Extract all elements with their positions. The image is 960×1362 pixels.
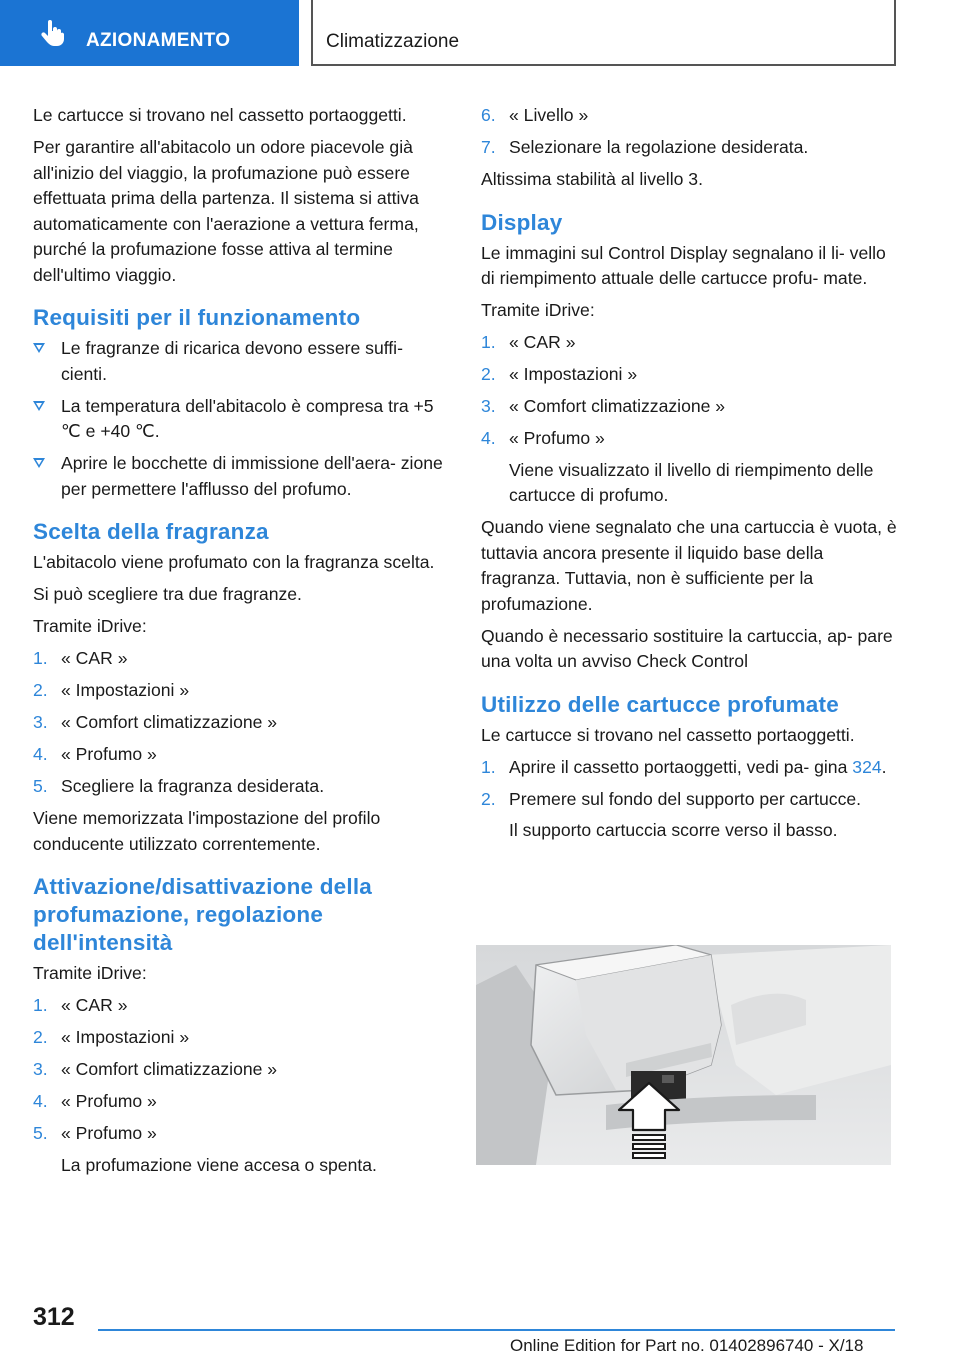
triangle-bullet-icon xyxy=(33,458,45,468)
paragraph: L'abitacolo viene profumato con la fragranza scelta. xyxy=(33,552,435,572)
step-item: 2. « Impostazioni » xyxy=(33,1027,190,1047)
step-item: 4. « Profumo » xyxy=(33,1091,157,1111)
step-item: 6. « Livello » xyxy=(481,105,589,125)
paragraph: Le immagini sul Control Display segnalano il li- vello di riempimento attuale delle cartucce profu- mate. xyxy=(481,242,886,288)
hand-pointer-icon xyxy=(38,18,68,48)
step-item: 5. « Profumo » La profumazione viene accesa o spenta. xyxy=(33,1123,377,1175)
step-item: 2. « Impostazioni » xyxy=(33,680,190,700)
heading-scelta: Scelta della fragranza xyxy=(33,519,269,544)
step-item: 5. Scegliere la fragranza desiderata. xyxy=(33,776,325,796)
triangle-bullet-icon xyxy=(33,401,45,411)
paragraph: Quando è necessario sostituire la cartuccia, ap- pare una volta un avviso Check Control xyxy=(481,625,893,671)
paragraph: Per garantire all'abitacolo un odore piacevole già all'inizio del viaggio, la profumazione può essere effettuata prima della partenza. Il sistema si attiva automaticamente con l'aerazione a vettura ferma, purché la profumazione fosse attiva al termine dell'ultimo viaggio. xyxy=(33,137,419,285)
paragraph: Viene memorizzata l'impostazione del profilo conducente utilizzato correntemente. xyxy=(33,808,381,854)
step-item: 1. Aprire il cassetto portaoggetti, vedi pa- gina 324. xyxy=(481,756,887,777)
paragraph: Quando viene segnalato che una cartuccia è vuota, è tuttavia ancora presente il liquido base della fragranza. Tuttavia, non è sufficiente per la profumazione. xyxy=(481,517,897,614)
section-label: AZIONAMENTO xyxy=(86,30,231,51)
utilizzo-steps xyxy=(481,755,899,844)
step-item: 1. « CAR » xyxy=(33,995,128,1015)
step-item: 1. « CAR » xyxy=(481,332,576,352)
step-item: 3. « Comfort climatizzazione » xyxy=(33,1059,278,1079)
step-item: 2. « Impostazioni » xyxy=(481,364,638,384)
livello-steps xyxy=(481,103,899,161)
paragraph: Tramite iDrive: xyxy=(481,300,595,320)
cartridge-holder-illustration xyxy=(476,945,891,1165)
heading-display: Display xyxy=(481,209,563,235)
footer-divider xyxy=(98,1329,895,1331)
attivazione-steps xyxy=(33,993,451,1178)
step-item: 4. « Profumo » Viene visualizzato il livello di riempimento delle cartucce di profumo. xyxy=(481,428,874,505)
list-item: Le fragranze di ricarica devono essere suffi- cienti. xyxy=(33,336,451,387)
heading-utilizzo: Utilizzo delle cartucce profumate xyxy=(481,691,839,717)
section-tab xyxy=(0,0,299,66)
paragraph: Si può scegliere tra due fragranze. xyxy=(33,584,302,604)
left-column xyxy=(33,103,451,1185)
list-item: Aprire le bocchette di immissione dell'aera- zione per permettere l'afflusso del profumo. xyxy=(33,451,451,502)
heading-attivazione: Attivazione/disattivazione della profumazione, regolazione dell'intensità xyxy=(33,874,372,955)
edition-note: Online Edition for Part no. 01402896740 - X/18 xyxy=(510,1336,864,1355)
step-item: 3. « Comfort climatizzazione » xyxy=(481,396,726,416)
scelta-steps xyxy=(33,646,451,800)
step-item: 1. « CAR » xyxy=(33,648,128,668)
triangle-bullet-icon xyxy=(33,343,45,353)
step-item: 3. « Comfort climatizzazione » xyxy=(33,712,278,732)
step-item: 7. Selezionare la regolazione desiderata. xyxy=(481,137,809,157)
paragraph: Tramite iDrive: xyxy=(33,963,147,983)
page-link[interactable]: 324 xyxy=(852,756,882,777)
right-column xyxy=(481,103,899,850)
paragraph: Tramite iDrive: xyxy=(33,616,147,636)
paragraph: Altissima stabilità al livello 3. xyxy=(481,169,703,189)
requirements-list xyxy=(33,336,451,502)
page-number: 312 xyxy=(33,1303,75,1331)
paragraph: Le cartucce si trovano nel cassetto portaoggetti. xyxy=(33,105,407,125)
paragraph: Le cartucce si trovano nel cassetto portaoggetti. xyxy=(481,724,855,745)
list-item: La temperatura dell'abitacolo è compresa tra +5 ℃ e +40 ℃. xyxy=(33,394,451,445)
display-steps xyxy=(481,330,899,509)
step-item: 4. « Profumo » xyxy=(33,744,157,764)
step-item: 2. Premere sul fondo del supporto per cartucce. Il supporto cartuccia scorre verso il basso. xyxy=(481,788,862,840)
heading-requisiti: Requisiti per il funzionamento xyxy=(33,305,361,330)
chapter-title: Climatizzazione xyxy=(326,31,460,52)
